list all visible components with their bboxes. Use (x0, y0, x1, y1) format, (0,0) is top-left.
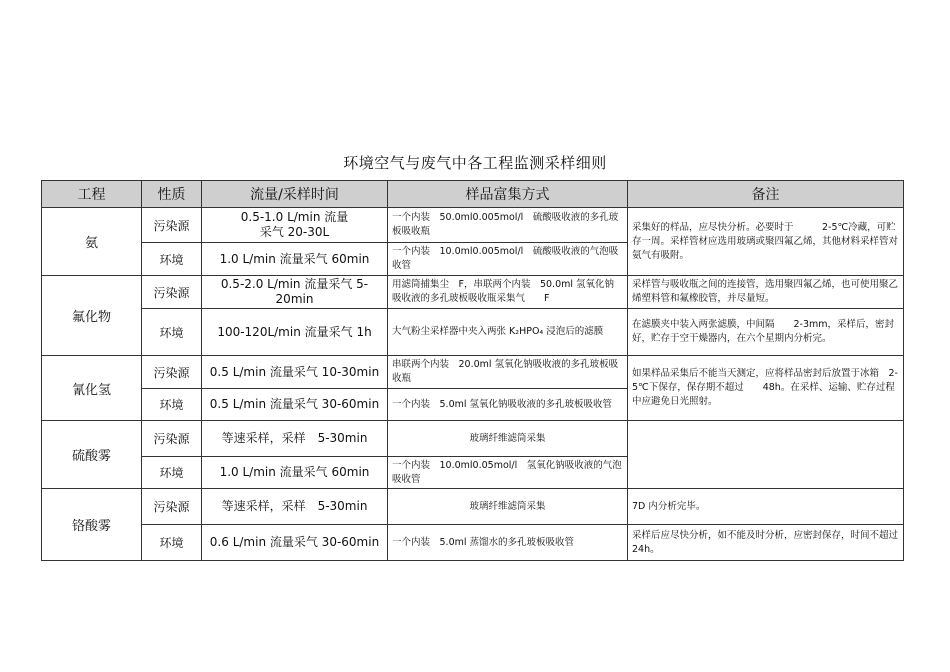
nature-cell: 环境 (142, 389, 202, 421)
nature-cell: 污染源 (142, 489, 202, 525)
flow-cell: 0.5 L/min 流量采气 30-60min (202, 389, 388, 421)
flow-cell: 100-120L/min 流量采气 1h (202, 309, 388, 356)
project-cell: 铬酸雾 (42, 489, 142, 561)
flow-cell: 0.5-2.0 L/min 流量采气 5-20min (202, 276, 388, 309)
nature-cell: 污染源 (142, 276, 202, 309)
page-title: 环境空气与废气中各工程监测采样细则 (343, 154, 607, 172)
table-row (42, 309, 904, 356)
flow-cell: 0.6 L/min 流量采气 30-60min (202, 525, 388, 561)
header-note: 备注 (628, 181, 904, 208)
method-cell: 一个内装 5.0ml 氢氧化钠吸收液的多孔玻板吸收管 (388, 389, 628, 421)
method-cell: 串联两个内装 20.0ml 氢氧化钠吸收液的多孔玻板吸收瓶 (388, 356, 628, 389)
sampling-rules-table (41, 180, 908, 561)
note-cell: 采集好的样品，应尽快分析。必要时于 2-5℃冷藏，可贮存一周。采样管材应选用玻璃或聚四氟乙烯，其他材料采样管对氨气有吸附。 (628, 208, 904, 276)
method-cell: 一个内装 10.0ml0.005mol/l 硫酸吸收液的气泡吸收管 (388, 243, 628, 276)
note-cell: 7D 内分析完毕。 (628, 489, 904, 525)
method-cell (388, 309, 628, 356)
table-row (42, 489, 904, 525)
flow-cell: 1.0 L/min 流量采气 60min (202, 243, 388, 276)
method-cell: 玻璃纤维滤筒采集 (388, 421, 628, 457)
header-method: 样品富集方式 (388, 181, 628, 208)
note-cell: 如果样品采集后不能当天测定，应将样品密封后放置于冰箱 2-5℃下保存，保存期不超过 48h。在采样、运输、贮存过程中应避免日光照射。 (628, 356, 904, 421)
table-row (42, 421, 904, 457)
flow-line: 0.5-1.0 L/min 流量 (240, 210, 349, 224)
flow-cell: 等速采样，采样 5-30min (202, 489, 388, 525)
header-nature: 性质 (142, 181, 202, 208)
method-cell: 一个内装 10.0ml0.05mol/l 氢氧化钠吸收液的气泡吸收管 (388, 457, 628, 489)
nature-cell: 环境 (142, 457, 202, 489)
chemical-formula: K₂HPO₄ (509, 326, 544, 337)
method-text: 浸泡后的滤膜 (546, 326, 604, 337)
project-cell: 硫酸雾 (42, 421, 142, 489)
method-cell: 用滤筒捕集尘 F，串联两个内装 50.0ml 氢氧化钠吸收液的多孔玻板吸收瓶采集气 F (388, 276, 628, 309)
nature-cell: 污染源 (142, 356, 202, 389)
nature-cell: 环境 (142, 309, 202, 356)
method-cell: 一个内装 50.0ml0.005mol/l 硫酸吸收液的多孔玻板吸收瓶 (388, 208, 628, 243)
note-cell: 在滤膜夹中装入两张滤膜，中间隔 2-3mm，采样后，密封好，贮存于空干燥器内，在六个星期内分析完。 (628, 309, 904, 356)
flow-cell: 等速采样，采样 5-30min (202, 421, 388, 457)
nature-cell: 污染源 (142, 208, 202, 243)
flow-line: 采气 20-30L (259, 225, 330, 239)
table-row (42, 276, 904, 309)
header-project: 工程 (42, 181, 142, 208)
flow-cell (202, 208, 388, 243)
table-row (42, 525, 904, 561)
table-row (42, 208, 904, 243)
note-cell (628, 421, 904, 489)
method-cell: 一个内装 5.0ml 蒸馏水的多孔玻板吸收管 (388, 525, 628, 561)
project-cell: 氨 (42, 208, 142, 276)
note-cell: 采样后应尽快分析，如不能及时分析，应密封保存，时间不超过 24h。 (628, 525, 904, 561)
flow-cell: 1.0 L/min 流量采气 60min (202, 457, 388, 489)
nature-cell: 污染源 (142, 421, 202, 457)
method-text: 大气粉尘采样器中夹入两张 (392, 326, 507, 337)
method-cell: 玻璃纤维滤筒采集 (388, 489, 628, 525)
note-cell: 采样管与吸收瓶之间的连接管，选用聚四氟乙烯，也可使用聚乙烯塑料管和氟橡胶管，并尽量短。 (628, 276, 904, 309)
nature-cell: 环境 (142, 525, 202, 561)
project-cell: 氰化氢 (42, 356, 142, 421)
project-cell: 氟化物 (42, 276, 142, 356)
nature-cell: 环境 (142, 243, 202, 276)
table-header-row (42, 181, 904, 208)
table-row (42, 356, 904, 389)
flow-cell: 0.5 L/min 流量采气 10-30min (202, 356, 388, 389)
header-flow: 流量/采样时间 (202, 181, 388, 208)
